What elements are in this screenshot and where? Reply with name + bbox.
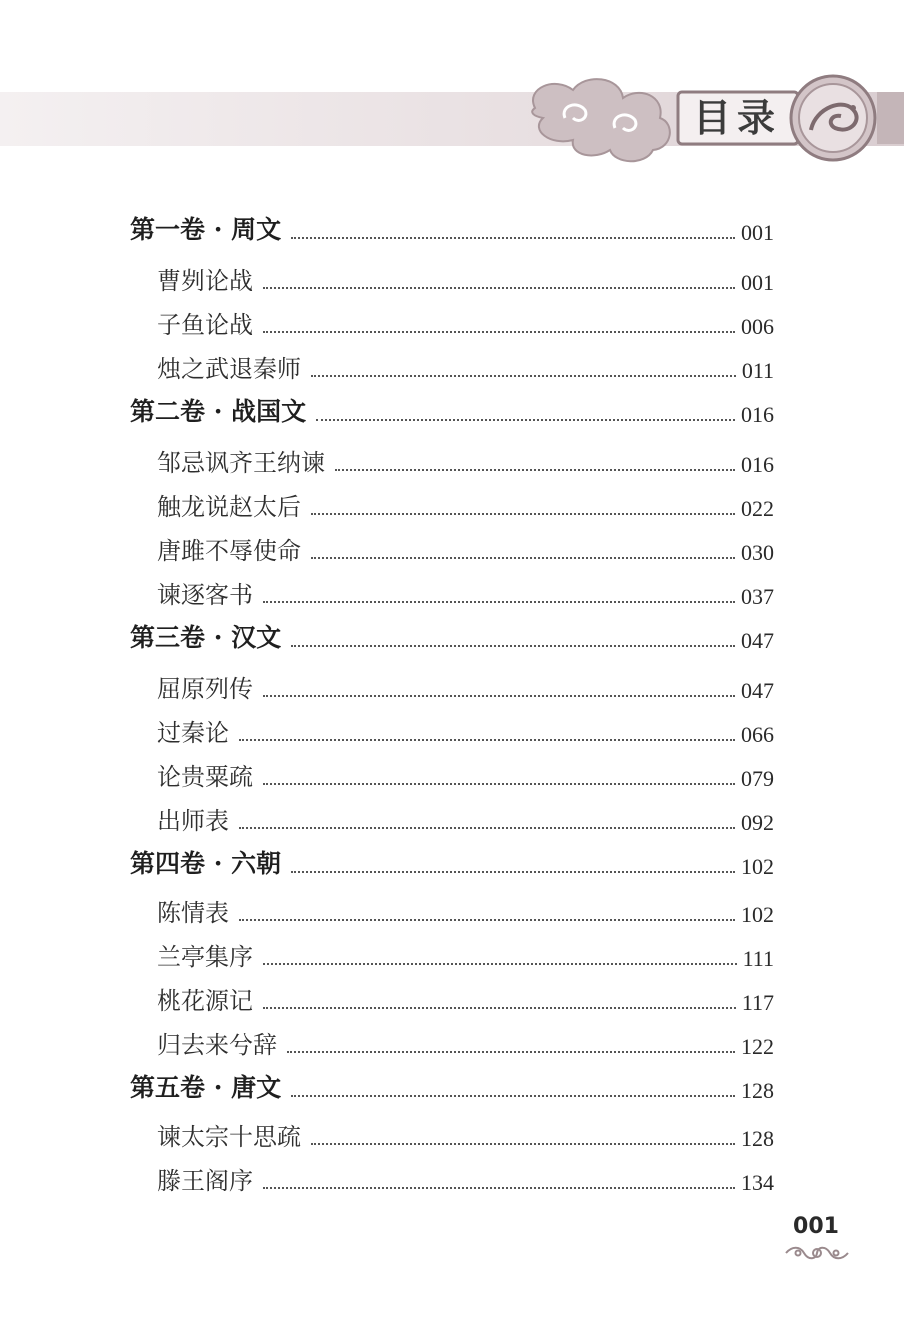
toc-entry-title: 兰亭集序 xyxy=(157,943,253,971)
dot-leader xyxy=(311,557,735,559)
toc-item-row[interactable] xyxy=(157,444,774,478)
toc-page-number: 022 xyxy=(741,496,774,521)
toc-page-number: 079 xyxy=(741,766,774,791)
toc-entry-title: 唐雎不辱使命 xyxy=(157,537,301,565)
toc-item-row[interactable] xyxy=(157,1026,774,1060)
dot-leader xyxy=(311,375,736,377)
dot-leader xyxy=(263,601,735,603)
toc-entry-title: 烛之武退秦师 xyxy=(157,355,301,383)
toc-entry-title: 第三卷 · 汉文 xyxy=(130,623,282,652)
toc-item-row[interactable] xyxy=(157,488,774,522)
toc-page-number: 122 xyxy=(741,1034,774,1059)
toc-page-number: 117 xyxy=(741,990,774,1015)
toc-page-number: 047 xyxy=(741,678,774,703)
toc-volume-row[interactable] xyxy=(130,394,774,428)
footer-ornament-icon xyxy=(782,1244,852,1262)
toc-volume-row[interactable] xyxy=(130,846,774,880)
toc-item-row[interactable] xyxy=(157,758,774,792)
toc-item-row[interactable] xyxy=(157,894,774,928)
dot-leader xyxy=(263,783,735,785)
toc-entry-title: 陈情表 xyxy=(157,899,229,927)
toc-item-row[interactable] xyxy=(157,350,774,384)
dot-leader xyxy=(291,871,735,873)
toc-item-row[interactable] xyxy=(157,576,774,610)
toc-page-number: 016 xyxy=(741,452,774,477)
toc-entry-title: 谏逐客书 xyxy=(157,581,253,609)
page-title: 目录 xyxy=(692,96,781,140)
toc-entry-title: 触龙说赵太后 xyxy=(157,493,301,521)
toc-entry-title: 曹刿论战 xyxy=(157,267,253,295)
toc-entry-title: 第二卷 · 战国文 xyxy=(130,397,307,426)
toc-entry-title: 子鱼论战 xyxy=(157,311,253,339)
dot-leader xyxy=(311,513,735,515)
toc-entry-title: 屈原列传 xyxy=(157,675,253,703)
toc-page-number: 001 xyxy=(741,220,774,245)
toc-item-row[interactable] xyxy=(157,306,774,340)
dot-leader xyxy=(263,695,735,697)
toc-item-row[interactable] xyxy=(157,1118,774,1152)
dot-leader xyxy=(239,919,735,921)
toc-page-number: 128 xyxy=(741,1126,774,1151)
toc-page-number: 128 xyxy=(741,1078,774,1103)
toc-page-number: 092 xyxy=(741,810,774,835)
toc-volume-row[interactable] xyxy=(130,620,774,654)
toc-page-number: 066 xyxy=(741,722,774,747)
dot-leader xyxy=(335,469,735,471)
dot-leader xyxy=(263,1187,735,1189)
dot-leader xyxy=(291,1095,735,1097)
toc-entry-title: 桃花源记 xyxy=(157,987,253,1015)
toc-item-row[interactable] xyxy=(157,714,774,748)
toc-page-number: 102 xyxy=(741,854,774,879)
dot-leader xyxy=(291,237,735,239)
toc-entry-title: 滕王阁序 xyxy=(157,1167,253,1195)
dot-leader xyxy=(311,1143,735,1145)
dot-leader xyxy=(239,739,735,741)
toc-entry-title: 第四卷 · 六朝 xyxy=(130,849,282,878)
dot-leader xyxy=(287,1051,735,1053)
dot-leader xyxy=(263,331,735,333)
page-number: 001 xyxy=(793,1214,839,1239)
dot-leader xyxy=(239,827,735,829)
toc-item-row[interactable] xyxy=(157,670,774,704)
toc-volume-row[interactable] xyxy=(130,212,774,246)
toc-entry-title: 谏太宗十思疏 xyxy=(157,1123,301,1151)
toc-page-number: 047 xyxy=(741,628,774,653)
toc-page-number: 016 xyxy=(741,402,774,427)
toc-page-number: 001 xyxy=(741,270,774,295)
toc-entry-title: 第一卷 · 周文 xyxy=(130,215,282,244)
dot-leader xyxy=(263,287,735,289)
toc-item-row[interactable] xyxy=(157,532,774,566)
toc-entry-title: 归去来兮辞 xyxy=(157,1031,277,1059)
dot-leader xyxy=(316,419,735,421)
toc-page-number: 011 xyxy=(741,358,774,383)
toc-page-number: 030 xyxy=(741,540,774,565)
toc-item-row[interactable] xyxy=(157,982,774,1016)
toc-entry-title: 第五卷 · 唐文 xyxy=(130,1073,282,1102)
toc-item-row[interactable] xyxy=(157,262,774,296)
toc-volume-row[interactable] xyxy=(130,1070,774,1104)
dot-leader xyxy=(291,645,735,647)
toc-entry-title: 邹忌讽齐王纳谏 xyxy=(157,449,325,477)
toc-entry-title: 论贵粟疏 xyxy=(157,763,253,791)
toc-page-number: 111 xyxy=(742,946,774,971)
toc-page-number: 006 xyxy=(741,314,774,339)
dot-leader xyxy=(263,1007,736,1009)
toc-page-number: 102 xyxy=(741,902,774,927)
toc-item-row[interactable] xyxy=(157,1162,774,1196)
dot-leader xyxy=(263,963,737,965)
toc-item-row[interactable] xyxy=(157,938,774,972)
toc-page-number: 134 xyxy=(741,1170,774,1195)
toc-entry-title: 过秦论 xyxy=(157,719,229,747)
toc-item-row[interactable] xyxy=(157,802,774,836)
toc-entry-title: 出师表 xyxy=(157,807,229,835)
toc-page-number: 037 xyxy=(741,584,774,609)
